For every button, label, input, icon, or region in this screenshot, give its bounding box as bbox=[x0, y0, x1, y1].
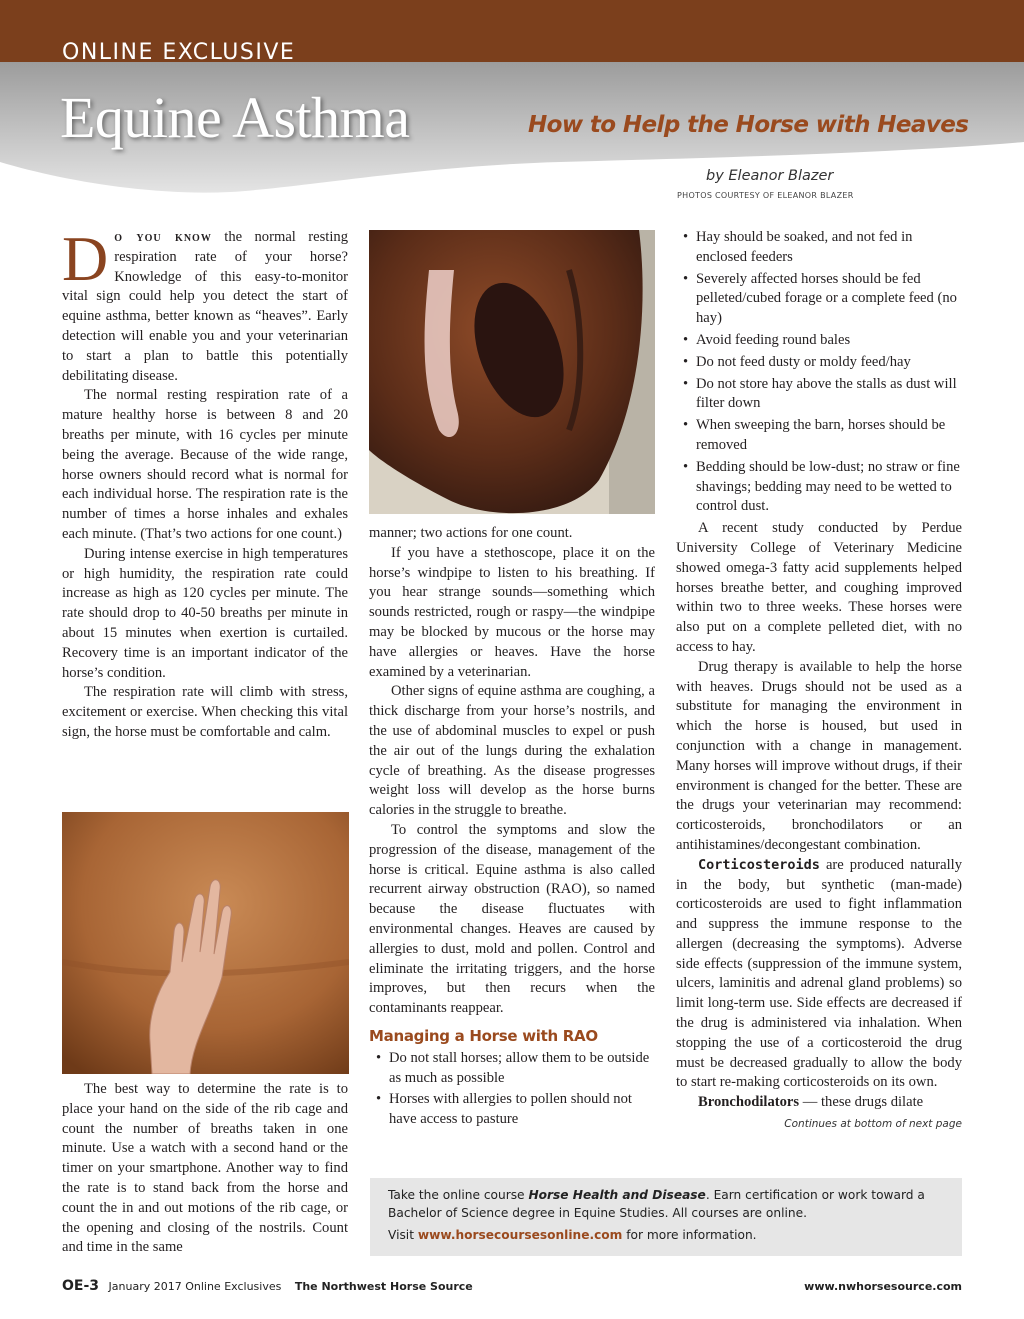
list-item: • Avoid feeding round bales bbox=[676, 331, 962, 351]
course-promo: Take the online course Horse Health and Disease. Earn certification or work toward a Bachelor of Science degree in Equine Studies. All courses are online. bbox=[388, 1188, 925, 1220]
bullet-icon: • bbox=[683, 417, 689, 434]
website-link[interactable]: www.nwhorsesource.com bbox=[804, 1280, 962, 1293]
column-1-bottom bbox=[62, 1080, 348, 1258]
intro-paragraph: Do you know the normal resting respiration rate of your horse? Knowledge of this easy-to-monitor vital sign could help you detect the start of equine asthma, better known as “heaves”. Early detection will enable you and your veterinarian to start a plan to battle this potentially debilitating disease. bbox=[62, 223, 348, 384]
bullet-icon: • bbox=[683, 375, 689, 392]
continuation-note: Continues at bottom of next page bbox=[784, 1118, 962, 1131]
management-list bbox=[369, 1049, 655, 1130]
paragraph: To control the symptoms and slow the progression of the disease, management of the horse is critical. Equine asthma is also called recurrent airway obstruction (RAO), so named because the disease fluctuates with environmental changes. Heaves are caused by allergies to dust, mold and pollen. Control and eliminate the irritating triggers, and the horse improves, but then recurs when the contaminants reappear. bbox=[369, 821, 655, 1017]
term-bronchodilators: Bronchodilators bbox=[698, 1094, 800, 1111]
paragraph: A recent study conducted by Perdue University College of Veterinary Medicine showed omega-3 fatty acid supplements helped horses breathe better, and coughing improved within two to three weeks. These horses were also put on a complete pelleted diet, with no access to hay. bbox=[676, 520, 962, 655]
section-kicker: ONLINE EXCLUSIVE bbox=[62, 40, 296, 65]
list-item: • When sweeping the barn, horses should be removed bbox=[683, 417, 946, 453]
paragraph: manner; two actions for one count. bbox=[369, 525, 573, 541]
list-item: • Severely affected horses should be fed pelleted/cubed forage or a complete feed (no hay) bbox=[683, 270, 957, 327]
page-footer bbox=[62, 1278, 962, 1294]
photo-credit: PHOTOS COURTESY OF ELEANOR BLAZER bbox=[677, 191, 854, 200]
bullet-icon: • bbox=[683, 270, 689, 287]
list-item: • Horses with allergies to pollen should not have access to pasture bbox=[376, 1091, 632, 1128]
drop-cap: D bbox=[62, 223, 109, 294]
visit-line: Visit www.horsecoursesonline.com for more information. bbox=[388, 1228, 757, 1242]
paragraph: Bronchodilators — these drugs dilate bbox=[698, 1094, 924, 1111]
issue-label: January 2017 Online Exclusives bbox=[108, 1280, 282, 1293]
article-subtitle: How to Help the Horse with Heaves bbox=[528, 112, 969, 138]
paragraph: Drug therapy is available to help the horse with heaves. Drugs should not be used as a substitute for managing the environment in which the horse is housed, but used in conjunction with a change in management. Many horses will improve without drugs, if their environment is changed for the better. These are the drugs your veterinarian may recommend: corticosteroids, bronchodilators or an antihistamines/decongestant combination. bbox=[676, 658, 962, 853]
column-1-top bbox=[62, 223, 348, 743]
lead-in: o you know bbox=[114, 229, 212, 245]
list-item: • Hay should be soaked, and not fed in enclosed feeders bbox=[683, 229, 913, 265]
paragraph: Other signs of equine asthma are coughing, a thick discharge from your horse’s nostrils, and the use of abdominal muscles to expel or push the air out of the lungs during the exhalation cycle of breathing. As the disease progresses weight loss will develop as the horse burns calories in the struggle to breathe. bbox=[369, 683, 655, 819]
paragraph: The normal resting respiration rate of a mature healthy horse is between 8 and 20 breaths per minute, with 16 cycles per minute being the average. Because of the wide range, horse owners should record what is normal for each individual horse. The respiration rate is the number of times a horse inhales and exhales each minute. (That’s two actions for one count.) bbox=[62, 387, 348, 542]
bullet-icon: • bbox=[376, 1091, 382, 1108]
list-item: • Do not store hay above the stalls as dust will filter down bbox=[683, 375, 957, 412]
article-title: Equine Asthma bbox=[60, 85, 410, 150]
list-item: • Do not stall horses; allow them to be outside as much as possible bbox=[376, 1049, 650, 1086]
column-2 bbox=[369, 524, 655, 1132]
column-3 bbox=[676, 228, 962, 1135]
term-corticosteroids: Corticosteroids bbox=[698, 856, 820, 873]
course-name: Horse Health and Disease bbox=[528, 1188, 706, 1202]
course-info-box bbox=[370, 1178, 962, 1256]
byline: by Eleanor Blazer bbox=[706, 168, 834, 184]
list-item: • Bedding should be low-dust; no straw or fine shavings; bedding may need to be wetted to control dust. bbox=[683, 458, 960, 515]
bullet-icon: • bbox=[683, 331, 689, 348]
publication-name: The Northwest Horse Source bbox=[294, 1280, 473, 1293]
bullet-icon: • bbox=[376, 1049, 382, 1066]
paragraph: If you have a stethoscope, place it on the horse’s windpipe to listen to his breathing. If you hear strange sounds—something which sounds restricted, rough or raspy—the windpipe may be blocked by mucous or the horse may have allergies or heaves. Have the horse examined by a veterinarian. bbox=[369, 544, 655, 680]
paragraph: During intense exercise in high temperatures or high humidity, the respiration rate could increase as high as 120 cycles per minute. The rate should drop to 40-50 breaths per minute in about 15 minutes when exertion is curtailed. Recovery time is an important indicator of the horse’s condition. bbox=[62, 545, 348, 681]
section-heading: Managing a Horse with RAO bbox=[369, 1026, 598, 1045]
bullet-icon: • bbox=[683, 458, 689, 475]
bullet-icon: • bbox=[683, 353, 689, 370]
paragraph: The best way to determine the rate is to place your hand on the side of the rib cage and count the number of breaths taken in one minute. Use a watch with a second hand or the timer on your smartphone. Another way to find the rate is to stand back from the horse and count the in and out motions of the rib cage, or the opening and closing of the nostrils. Count and time in the same bbox=[62, 1081, 348, 1256]
page-number: OE-3 bbox=[62, 1278, 100, 1294]
management-list-continued bbox=[676, 228, 962, 517]
horse-nostril-photo bbox=[369, 230, 655, 514]
hand-on-horse-photo bbox=[62, 812, 349, 1074]
bullet-icon: • bbox=[683, 229, 689, 245]
paragraph: Corticosteroids are produced naturally in the body, but synthetic (man-made) corticosteroids are used to fight inflammation and suppress the immune response to the allergen (decreasing the symptoms). Adverse side effects (suppression of the immune system, ulcers, laminitis and adrenal gland problems) so limit long-term use. Side effects are decreased if the drug is administered via inhalation. When stopping the use of a corticosteroid the drug must be decreased gradually to allow the body to start re-making corticosteroids on its own. bbox=[676, 856, 962, 1091]
course-website-link[interactable]: www.horsecoursesonline.com bbox=[417, 1228, 623, 1242]
paragraph: The respiration rate will climb with stress, excitement or exercise. When checking this vital sign, the horse must be comfortable and calm. bbox=[62, 684, 348, 740]
list-item: • Do not feed dusty or moldy feed/hay bbox=[676, 353, 962, 373]
